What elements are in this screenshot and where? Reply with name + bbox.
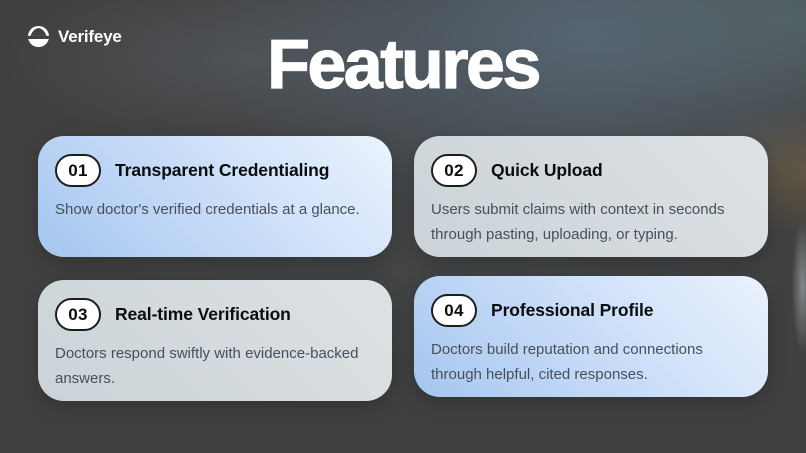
features-grid <box>38 136 768 401</box>
card-number-badge: 03 <box>55 298 101 331</box>
card-title: Professional Profile <box>491 300 654 320</box>
card-header <box>55 298 372 331</box>
card-number-badge: 01 <box>55 154 101 187</box>
feature-card-3 <box>38 280 392 401</box>
feature-card-2 <box>414 136 768 257</box>
card-number-badge: 04 <box>431 294 477 327</box>
feature-card-1 <box>38 136 392 257</box>
card-title: Transparent Credentialing <box>115 160 330 180</box>
card-description: Doctors respond swiftly with evidence-backed answers. <box>55 345 359 387</box>
brand-logo <box>27 25 122 48</box>
card-description: Doctors build reputation and connections through helpful, cited responses. <box>431 341 703 383</box>
card-header <box>55 154 372 187</box>
feature-card-4 <box>414 276 768 397</box>
card-header <box>431 154 748 187</box>
page-title: Features <box>267 25 539 103</box>
card-number-badge: 02 <box>431 154 477 187</box>
verifeye-eye-icon <box>27 25 50 48</box>
brand-name: Verifeye <box>58 26 122 46</box>
card-header <box>431 294 748 327</box>
card-title: Real-time Verification <box>115 304 291 324</box>
card-title: Quick Upload <box>491 160 603 180</box>
card-description: Show doctor's verified credentials at a glance. <box>55 201 360 218</box>
card-description: Users submit claims with context in seconds through pasting, uploading, or typing. <box>431 201 725 243</box>
